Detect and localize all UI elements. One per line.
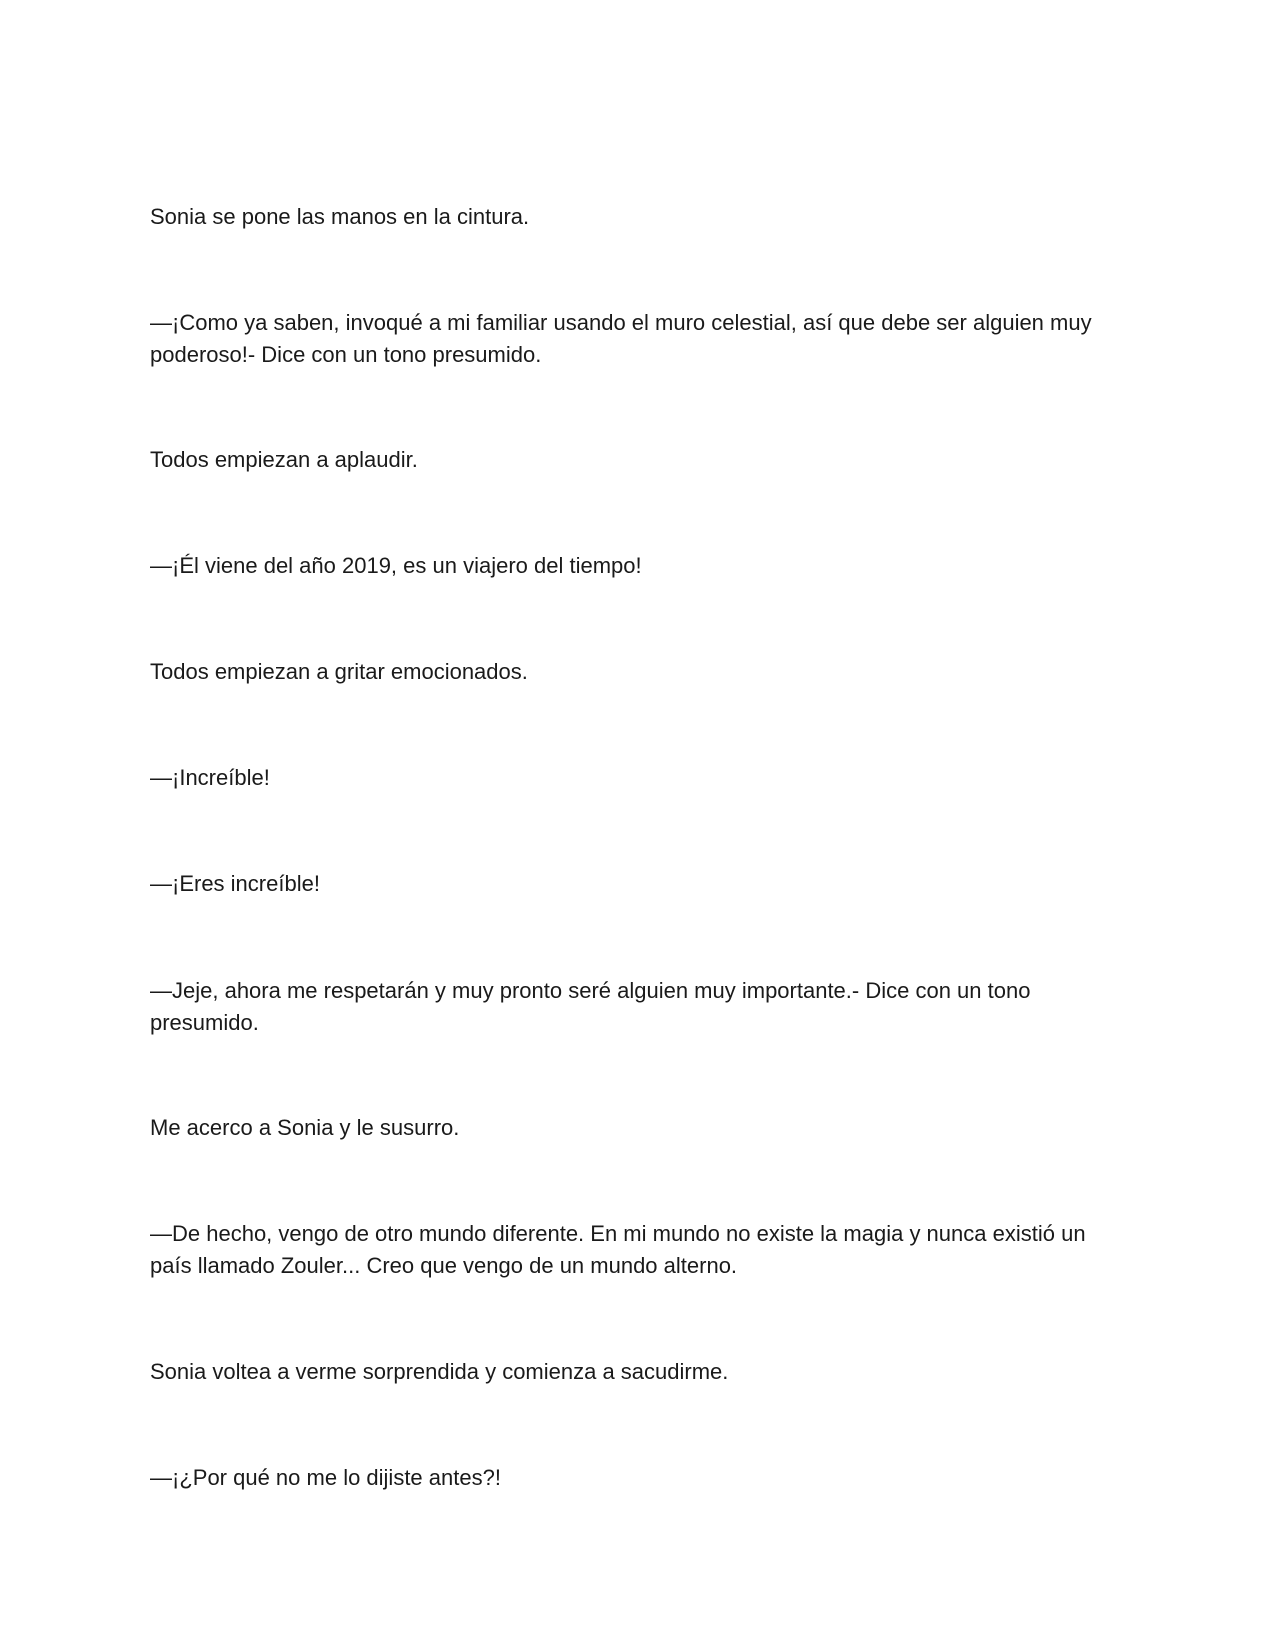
paragraph-narration: Me acerco a Sonia y le susurro. <box>150 1115 460 1140</box>
paragraph-narration: Todos empiezan a aplaudir. <box>150 447 418 472</box>
paragraph-dialogue: —¡Él viene del año 2019, es un viajero del tiempo! <box>150 553 642 578</box>
paragraph-dialogue: —¡¿Por qué no me lo dijiste antes?! <box>150 1465 501 1490</box>
paragraph-narration: Sonia voltea a verme sorprendida y comienza a sacudirme. <box>150 1359 729 1384</box>
paragraph-narration: Todos empiezan a gritar emocionados. <box>150 659 528 684</box>
paragraph-dialogue: —De hecho, vengo de otro mundo diferente. En mi mundo no existe la magia y nunca existió un país llamado Zouler... Creo que vengo de un mundo alterno. <box>150 1221 1086 1278</box>
paragraph-dialogue: —¡Como ya saben, invoqué a mi familiar usando el muro celestial, así que debe ser alguien muy poderoso!- Dice con un tono presumido. <box>150 310 1092 367</box>
paragraph-narration: Sonia se pone las manos en la cintura. <box>150 204 530 229</box>
paragraph-dialogue: —¡Eres increíble! <box>150 871 320 896</box>
paragraph-dialogue: —Jeje, ahora me respetarán y muy pronto seré alguien muy importante.- Dice con un tono presumido. <box>150 978 1031 1035</box>
paragraph-dialogue: —¡Increíble! <box>150 765 270 790</box>
